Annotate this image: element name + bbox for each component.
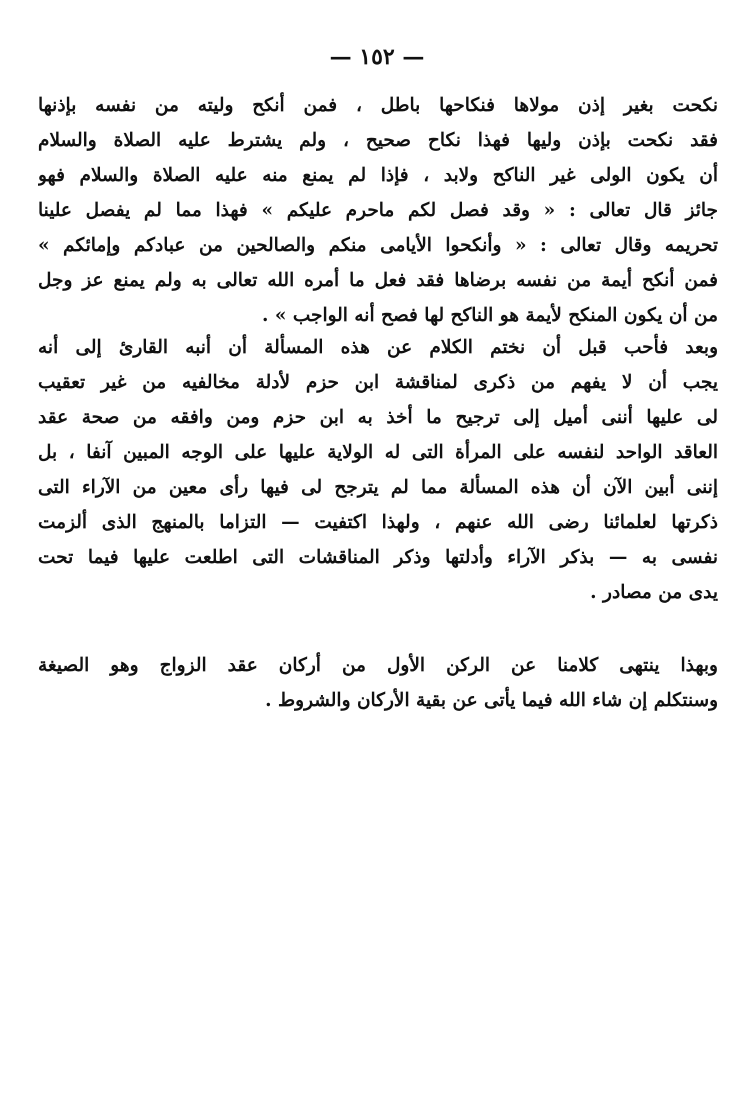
paragraph-line: العاقد الواحد لنفسه على المرأة التى له الولاية عليها على الوجه المبين آنفا ، بل	[38, 442, 718, 463]
paragraph-2	[38, 330, 718, 610]
paragraph-line: إننى أبين الآن أن هذه المسألة مما لم يترجح لى فيها رأى معين من الآراء التى	[38, 477, 718, 498]
paragraph-line: أن يكون الولى غير الناكح ولابد ، فإذا لم يمنع منه عليه الصلاة والسلام فهو	[38, 165, 718, 186]
paragraph-line: فقد نكحت بإذن وليها فهذا نكاح صحيح ، ولم يشترط عليه الصلاة والسلام	[38, 130, 718, 151]
paragraph-line: فمن أنكح أيمة من نفسه برضاها فقد فعل ما أمره الله تعالى به ولم يمنع عز وجل	[38, 270, 718, 291]
paragraph-line: وبهذا ينتهى كلامنا عن الركن الأول من أركان عقد الزواج وهو الصيغة	[38, 655, 718, 676]
paragraph-line: جائز قال تعالى : « وقد فصل لكم ماحرم عليكم » فهذا مما لم يفصل علينا	[38, 200, 718, 221]
paragraph-line: ذكرتها لعلمائنا رضى الله عنهم ، ولهذا اكتفيت — التزاما بالمنهج الذى ألزمت	[38, 512, 718, 533]
page-number: — ١٥٢ —	[329, 44, 425, 70]
paragraph-1	[38, 88, 718, 333]
paragraph-line: من أن يكون المنكح لأيمة هو الناكح لها فصح أنه الواجب » .	[261, 305, 718, 326]
paragraph-line: وسنتكلم إن شاء الله فيما يأتى عن بقية الأركان والشروط .	[265, 690, 718, 711]
paragraph-line: نكحت بغير إذن مولاها فنكاحها باطل ، فمن أنكح وليته من نفسه بإذنها	[38, 95, 718, 116]
paragraph-line: يجب أن لا يفهم من ذكرى لمناقشة ابن حزم لأدلة مخالفيه من غير تعقيب	[38, 372, 718, 393]
paragraph-line: لى عليها أننى أميل إلى ترجيح ما أخذ به ابن حزم ومن وافقه من صحة عقد	[38, 407, 718, 428]
paragraph-line: يدى من مصادر .	[590, 582, 718, 603]
paragraph-line: وبعد فأحب قبل أن نختم الكلام عن هذه المسألة أن أنبه القارئ إلى أنه	[38, 337, 718, 358]
paragraph-line: تحريمه وقال تعالى : « وأنكحوا الأيامى منكم والصالحين من عبادكم وإمائكم »	[38, 235, 718, 256]
paragraph-3	[38, 648, 718, 718]
paragraph-line: نفسى به — بذكر الآراء وأدلتها وذكر المناقشات التى اطلعت عليها فيما تحت	[38, 547, 718, 568]
